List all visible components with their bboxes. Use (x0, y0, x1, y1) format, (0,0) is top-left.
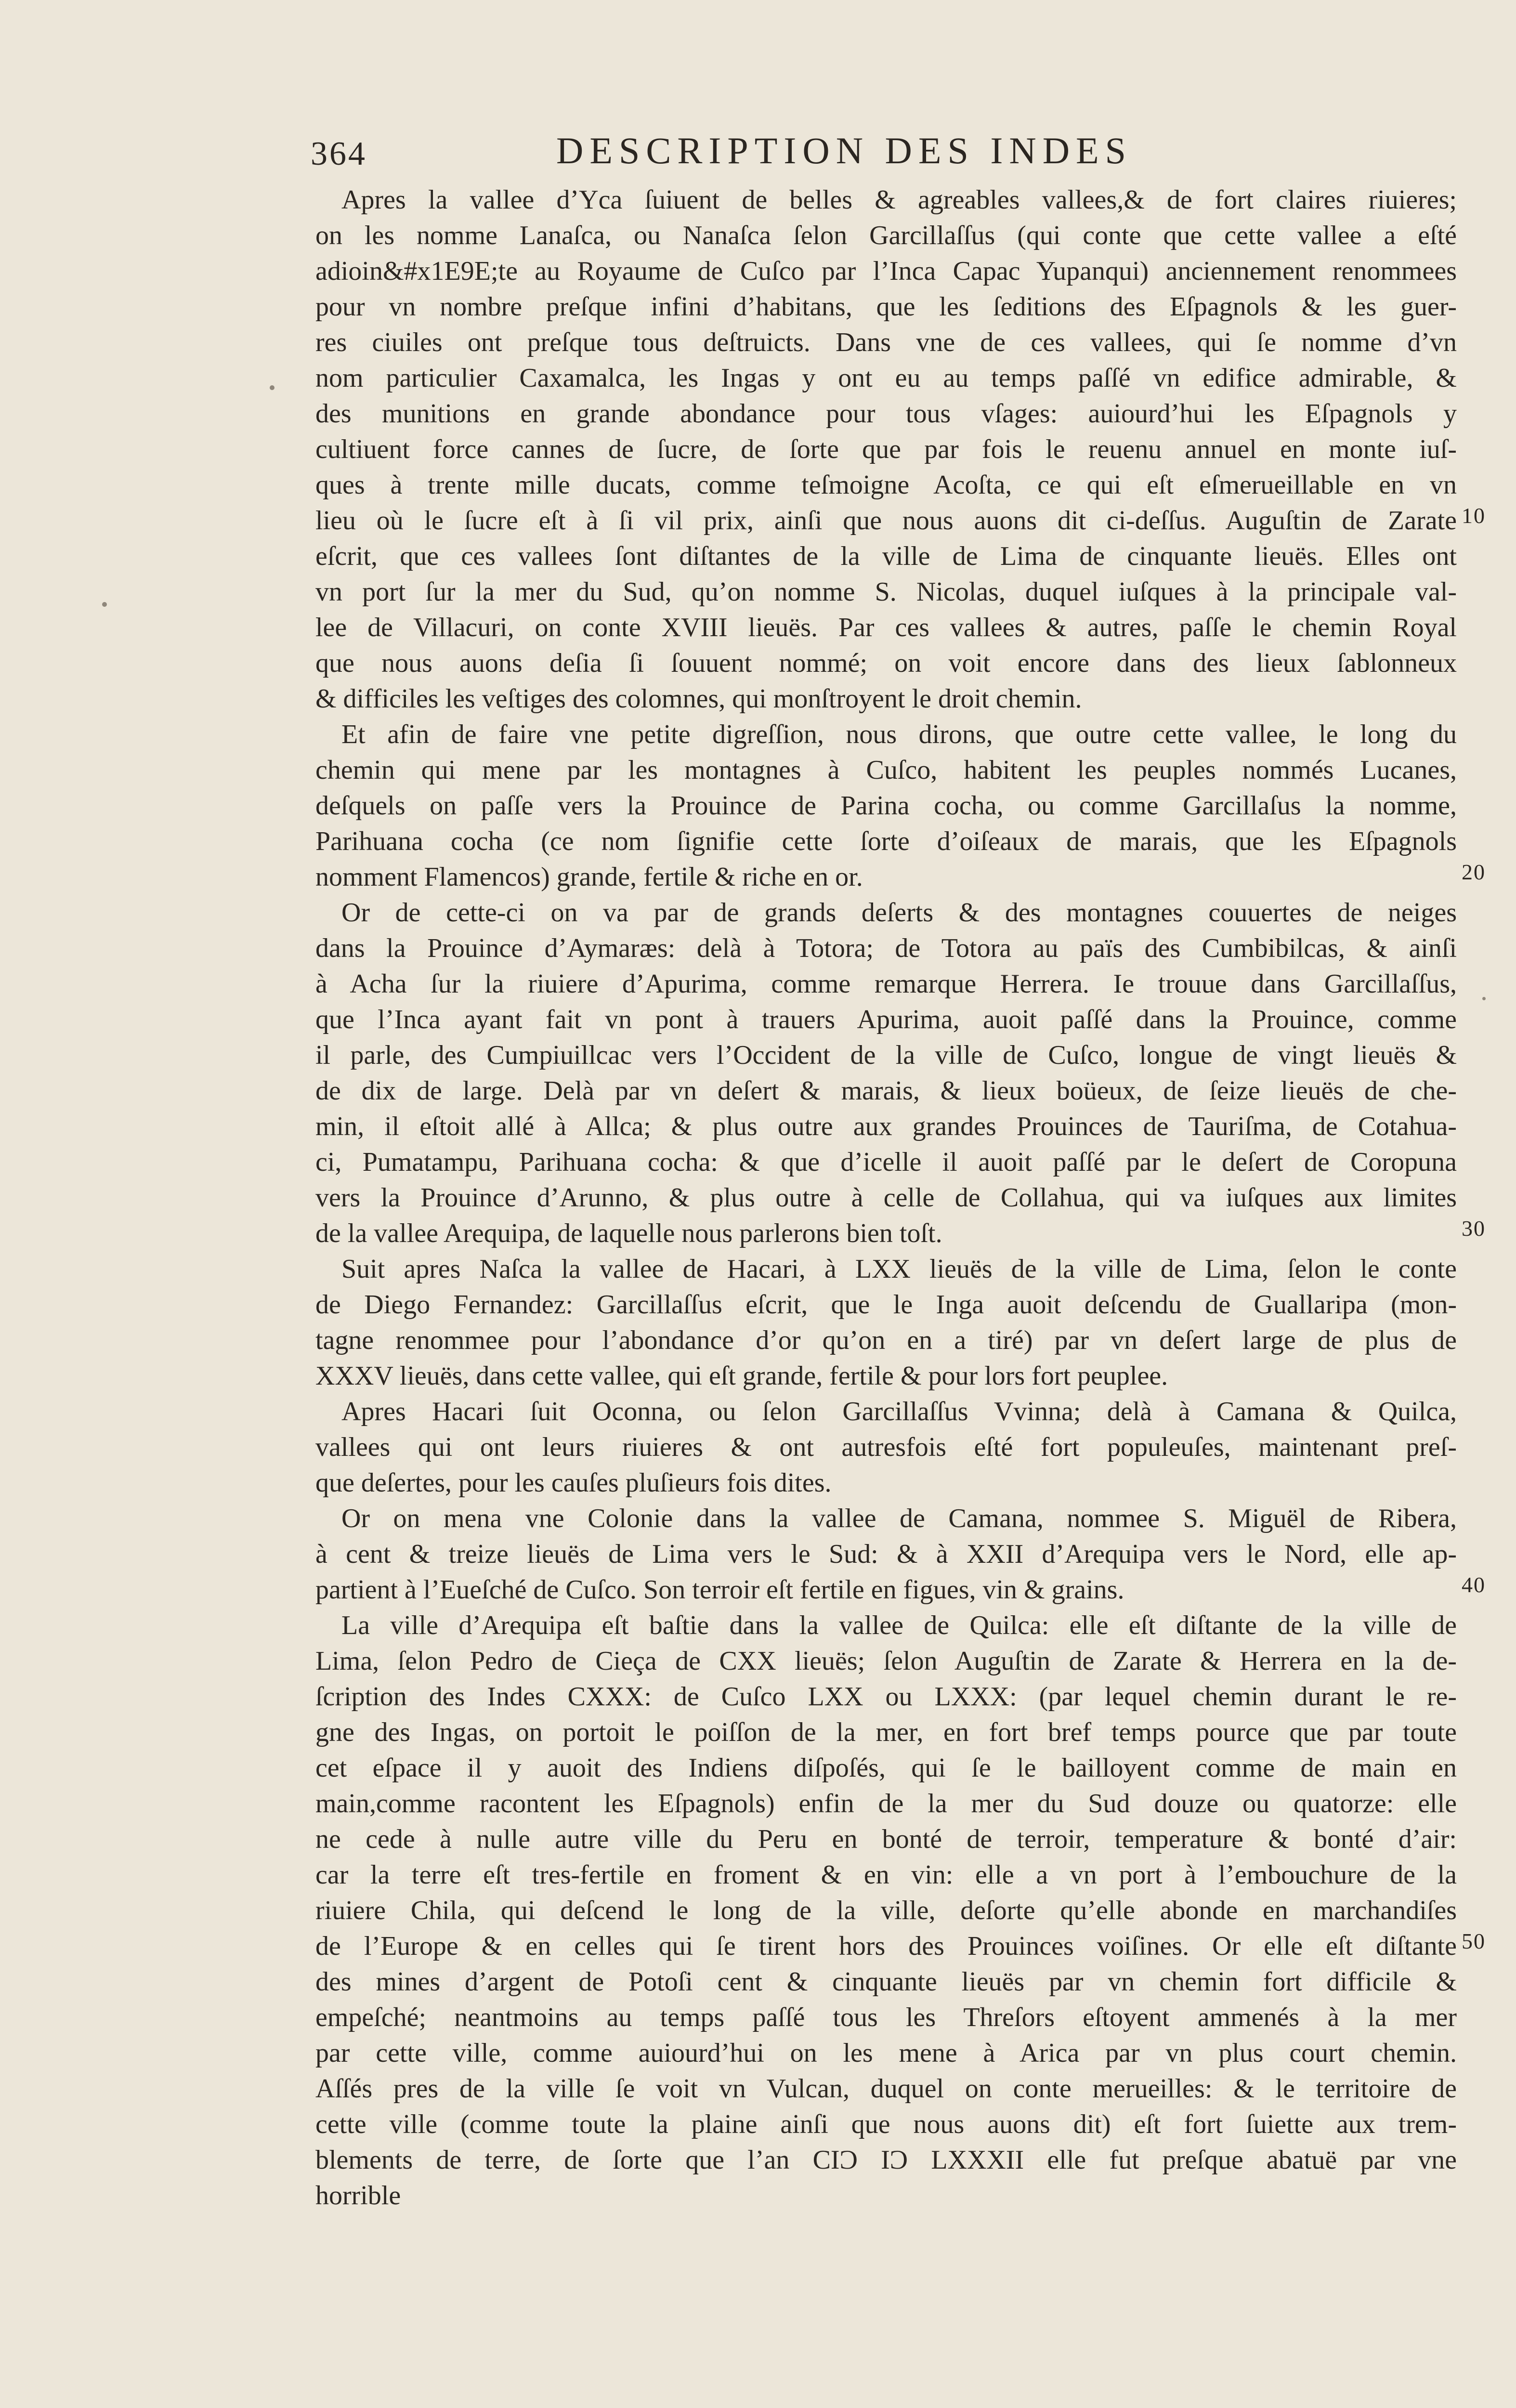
text-line: Or on mena vne Colonie dans la vallee de Camana, nommee S. Miguël de Ribera, (341, 1504, 1457, 1533)
text-line: cette ville (comme toute la plaine ainſi que nous auons dit) eſt fort ſuiette aux trem- (315, 2109, 1457, 2139)
text-line: Lima, ſelon Pedro de Cieça de CXX lieuës; ſelon Auguſtin de Zarate & Herrera en la de- (315, 1646, 1457, 1676)
text-line: horrible (315, 2181, 401, 2211)
text-line: à Acha ſur la riuiere d’Apurima, comme remarque Herrera. Ie trouue dans Garcillaſſus, (315, 969, 1457, 999)
text-line: Apres Hacari ſuit Oconna, ou ſelon Garcillaſſus Vvinna; delà à Camana & Quilca, (341, 1397, 1457, 1426)
text-line: de dix de large. Delà par vn deſert & marais, & lieux boüeux, de ſeize lieuës de che- (315, 1076, 1457, 1106)
text-line: vers la Prouince d’Arunno, & plus outre à celle de Collahua, qui va iuſques aux limites (315, 1183, 1457, 1213)
text-line: lee de Villacuri, on conte XVIII lieuës. Par ces vallees & autres, paſſe le chemin Royal (315, 613, 1457, 642)
text-line: La ville d’Arequipa eſt baſtie dans la vallee de Quilca: elle eſt diſtante de la ville de (341, 1610, 1457, 1640)
text-line: lieu où le ſucre eſt à ſi vil prix, ainſi que nous auons dit ci-deſſus. Auguſtin de Zarate (315, 506, 1457, 536)
text-line: cet eſpace il y auoit des Indiens diſpoſés, qui ſe le bailloyent comme de main en (315, 1753, 1457, 1783)
text-line: adioin&#x1E9E;te au Royaume de Cuſco par l’Inca Capac Yupanqui) anciennement renommees (315, 256, 1457, 286)
text-line: de Diego Fernandez: Garcillaſſus eſcrit, que le Inga auoit deſcendu de Guallaripa (mon- (315, 1290, 1457, 1320)
ink-fleck (102, 602, 107, 607)
text-line: pour vn nombre preſque infini d’habitans, que les ſeditions des Eſpagnols & les guer- (315, 292, 1457, 322)
text-line: Apres la vallee d’Yca ſuiuent de belles & agreables vallees,& de fort claires riuieres; (341, 185, 1457, 215)
text-line: main,comme racontent les Eſpagnols) enfin de la mer du Sud douze ou quatorze: elle (315, 1789, 1457, 1819)
text-line: riuiere Chila, qui deſcend le long de la ville, deſorte qu’elle abonde en marchandiſes (315, 1896, 1457, 1925)
text-line: cultiuent force cannes de ſucre, de ſorte que par fois le reuenu annuel en monte iuſ- (315, 434, 1457, 464)
text-line: tagne renommee pour l’abondance d’or qu’on en a tiré) par vn deſert large de plus de (315, 1325, 1457, 1355)
text-line: de la vallee Arequipa, de laquelle nous parlerons bien toſt. (315, 1218, 942, 1248)
catchword (315, 2213, 1457, 2249)
margin-number: 50 (1462, 1929, 1486, 1953)
text-line: dans la Prouince d’Aymaræs: delà à Totora; de Totora au païs des Cumbibilcas, & ainſi (315, 933, 1457, 963)
text-line: blements de terre, de ſorte que l’an CIϽ IϽ LXXXII elle fut preſque abatuë par vne (315, 2145, 1457, 2175)
ink-fleck (1482, 997, 1486, 1000)
text-line: que l’Inca ayant fait vn pont à trauers Apurima, auoit paſſé dans la Prouince, comme (315, 1005, 1457, 1034)
text-line: res ciuiles ont preſque tous deſtruicts. Dans vne de ces vallees, qui ſe nomme d’vn (315, 327, 1457, 357)
text-line: ci, Pumatampu, Parihuana cocha: & que d’icelle il auoit paſſé par le deſert de Coropuna (315, 1147, 1457, 1177)
text-line: Parihuana cocha (ce nom ſignifie cette ſorte d’oiſeaux de marais, que les Eſpagnols (315, 826, 1457, 856)
text-line: empeſché; neantmoins au temps paſſé tous les Threſors eſtoyent ammenés à la mer (315, 2002, 1457, 2032)
page-header (311, 129, 1466, 182)
margin-number: 10 (1462, 503, 1486, 528)
text-line: ques à trente mille ducats, comme teſmoigne Acoſta, ce qui eſt eſmerueillable en vn (315, 470, 1457, 500)
margin-number: 40 (1462, 1572, 1486, 1597)
text-line: XXXV lieuës, dans cette vallee, qui eſt grande, fertile & pour lors fort peuplee. (315, 1361, 1168, 1391)
text-line: deſquels on paſſe vers la Prouince de Parina cocha, ou comme Garcillaſus la nomme, (315, 791, 1457, 821)
running-head: DESCRIPTION DES INDES (556, 130, 1133, 171)
text-line: nomment Flamencos) grande, fertile & riche en or. (315, 862, 863, 892)
text-line: nom particulier Caxamalca, les Ingas y ont eu au temps paſſé vn edifice admirable, & (315, 363, 1457, 393)
text-line: par cette ville, comme auiourd’hui on les mene à Arica par vn plus court chemin. (315, 2038, 1457, 2068)
text-line: min, il eſtoit allé à Allca; & plus outre aux grandes Prouinces de Tauriſma, de Cotahua- (315, 1112, 1457, 1141)
body-text (315, 182, 1457, 2249)
margin-number: 30 (1462, 1216, 1486, 1241)
text-line: car la terre eſt tres-fertile en froment & en vin: elle a vn port à l’embouchure de la (315, 1860, 1457, 1890)
ink-fleck (270, 385, 274, 390)
text-line: Or de cette-ci on va par de grands deſerts & des montagnes couuertes de neiges (341, 898, 1457, 928)
text-line: ne cede à nulle autre ville du Peru en bonté de terroir, temperature & bonté d’air: (315, 1824, 1457, 1854)
text-line: de l’Europe & en celles qui ſe tirent hors des Prouinces voiſines. Or elle eſt diſtante (315, 1931, 1457, 1961)
margin-number: 20 (1462, 860, 1486, 884)
text-line: gne des Ingas, on portoit le poiſſon de la mer, en fort bref temps pource que par toute (315, 1717, 1457, 1747)
text-line: que deſertes, pour les cauſes pluſieurs fois dites. (315, 1468, 832, 1498)
text-line: ſcription des Indes CXXX: de Cuſco LXX ou LXXX: (par lequel chemin durant le re- (315, 1682, 1457, 1712)
text-line: chemin qui mene par les montagnes à Cuſco, habitent les peuples nommés Lucanes, (315, 755, 1457, 785)
text-line: Aſſés pres de la ville ſe voit vn Vulcan, duquel on conte merueilles: & le territoire de (315, 2074, 1457, 2104)
text-line: vn port ſur la mer du Sud, qu’on nomme S. Nicolas, duquel iuſques à la principale val- (315, 577, 1457, 607)
page-number: 364 (311, 135, 367, 172)
text-line: vallees qui ont leurs riuieres & ont autresfois eſté fort populeuſes, maintenant preſ- (315, 1432, 1457, 1462)
text-line: Et afin de faire vne petite digreſſion, nous dirons, que outre cette vallee, le long du (341, 720, 1457, 749)
text-line: partient à l’Eueſché de Cuſco. Son terroir eſt fertile en figues, vin & grains. (315, 1575, 1124, 1605)
text-line: des munitions en grande abondance pour tous vſages: auiourd’hui les Eſpagnols y (315, 399, 1457, 429)
text-line: des mines d’argent de Potoſi cent & cinquante lieuës par vn chemin fort difficile & (315, 1967, 1457, 1997)
text-line: & difficiles les veſtiges des colomnes, qui monſtroyent le droit chemin. (315, 684, 1082, 714)
text-line: eſcrit, que ces vallees ſont diſtantes de la ville de Lima de cinquante lieuës. Elles ont (315, 541, 1457, 571)
text-line: à cent & treize lieuës de Lima vers le Sud: & à XXII d’Arequipa vers le Nord, elle ap- (315, 1539, 1457, 1569)
text-line: Suit apres Naſca la vallee de Hacari, à LXX lieuës de la ville de Lima, ſelon le conte (341, 1254, 1457, 1284)
text-line: que nous auons deſia ſi ſouuent nommé; on voit encore dans des lieux ſablonneux (315, 648, 1457, 678)
text-line: on les nomme Lanaſca, ou Nanaſca ſelon Garcillaſſus (qui conte que cette vallee a eſté (315, 221, 1457, 250)
text-line: il parle, des Cumpiuillcac vers l’Occident de la ville de Cuſco, longue de vingt lieuës & (315, 1040, 1457, 1070)
